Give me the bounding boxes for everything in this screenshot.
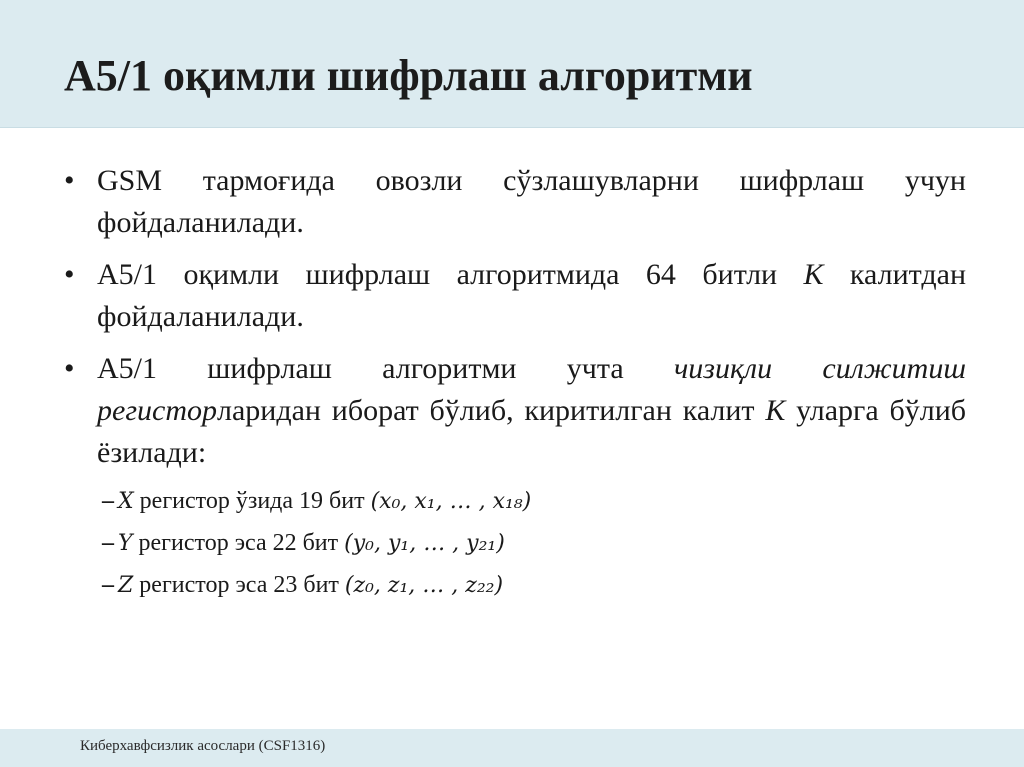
bullet-marker: •	[64, 164, 75, 197]
bullet-text: GSM тармоғида овозли сўзлашувларни шифрлаш учун фойдаланилади.	[97, 164, 966, 239]
register-formula: (z₀, z₁, … , z₂₂)	[344, 573, 504, 598]
italic-term: чизиқли силжитиш регистор	[97, 352, 966, 427]
dash-marker: –	[102, 572, 114, 598]
register-formula: (y₀, y₁, … , y₂₁)	[344, 531, 505, 556]
bullet-item	[64, 254, 966, 338]
footer-bar	[0, 729, 1024, 767]
bullet-text: уларга бўлиб ёзилади:	[97, 394, 967, 469]
register-variable: Z	[118, 573, 134, 598]
bullet-item	[64, 348, 966, 474]
register-variable: X	[118, 489, 134, 514]
bullet-text: А5/1 шифрлаш алгоритми учта	[97, 352, 674, 385]
sub-text: регистор ўзида 19 бит	[133, 488, 371, 514]
sub-item	[64, 484, 966, 519]
bullet-text: А5/1 оқимли шифрлаш алгоритмида 64 битли	[97, 258, 804, 291]
dash-marker: –	[102, 488, 114, 514]
bullet-marker: •	[64, 352, 75, 385]
bullet-item	[64, 160, 966, 244]
register-formula: (x₀, x₁, … , x₁₈)	[370, 489, 532, 514]
sub-text: регистор эса 22 бит	[132, 530, 345, 556]
register-variable: Y	[118, 531, 133, 556]
title-bar	[0, 0, 1024, 128]
bullet-marker: •	[64, 258, 75, 291]
bullet-text: калитдан фойдаланилади.	[97, 258, 966, 333]
bullet-text: ларидан иборат бўлиб, киритилган калит	[217, 394, 766, 427]
dash-marker: –	[102, 530, 114, 556]
key-variable: К	[765, 394, 786, 427]
slide-content	[64, 160, 966, 610]
sub-item	[64, 526, 966, 561]
sub-item	[64, 568, 966, 603]
sub-text: регистор эса 23 бит	[133, 572, 345, 598]
slide-title: А5/1 оқимли шифрлаш алгоритми	[64, 51, 753, 100]
footer-course-label: Киберхавфсизлик асослари (CSF1316)	[80, 738, 326, 754]
key-variable: К	[803, 258, 824, 291]
